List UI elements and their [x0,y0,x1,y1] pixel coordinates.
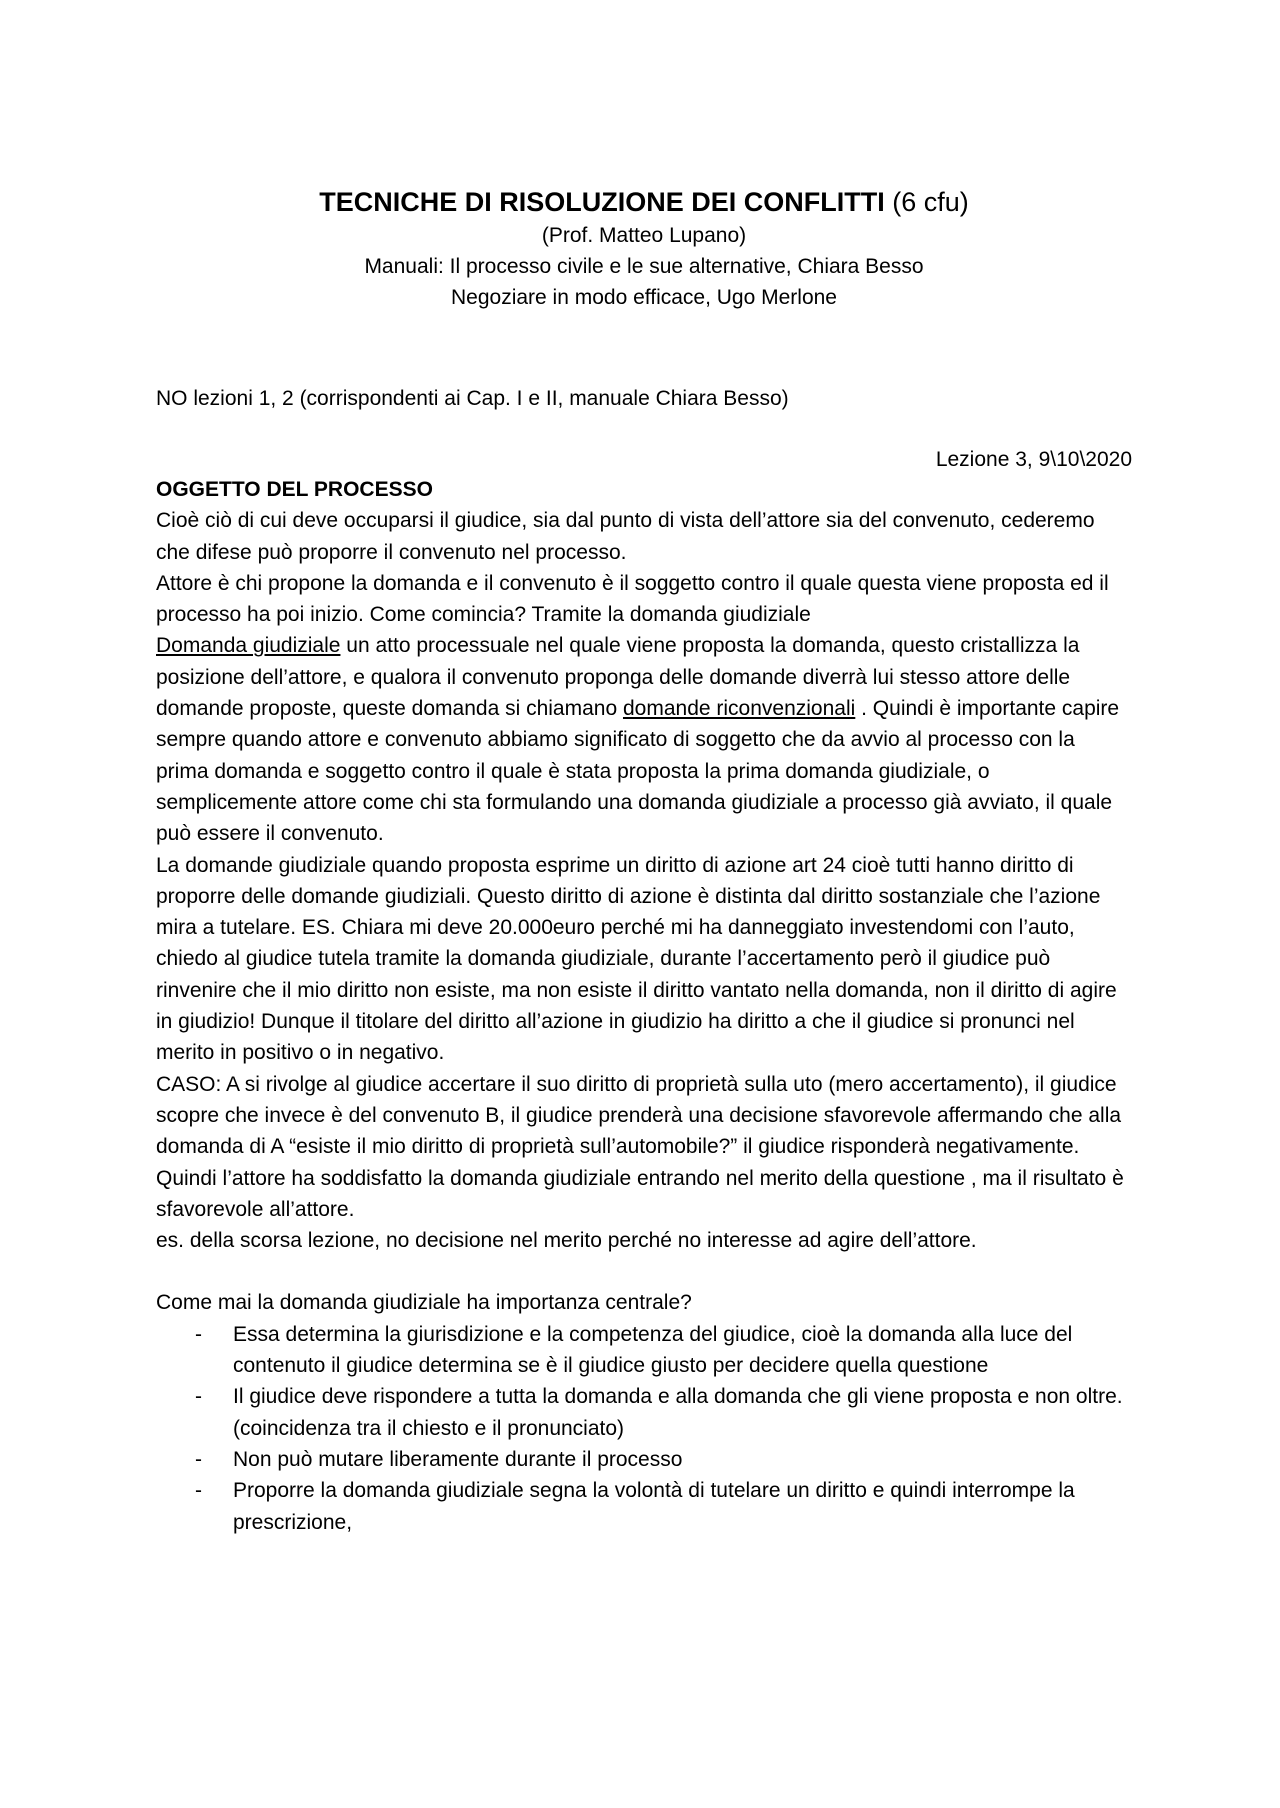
skipped-lessons-note: NO lezioni 1, 2 (corrispondenti ai Cap. I e II, manuale Chiara Besso) [156,387,789,410]
paragraph-3-text-b: . Quindi è importante capire sempre quando attore e convenuto abbiamo significato di soggetto che da avvio al processo con la prima domanda e soggetto contro il quale è stata proposta la prima domanda giudiziale, o semplicemente attore come chi sta formulando una domanda giudiziale a processo già avviato, il quale può essere il convenuto. [156,697,1120,846]
manual-line-2: Negoziare in modo efficace, Ugo Merlone [451,286,837,309]
paragraph-4: La domande giudiziale quando proposta esprime un diritto di azione art 24 cioè tutti hanno diritto di proporre delle domande giudiziali. Questo diritto di azione è distinta dal diritto sostanziale che l’azione mira a tutelare. ES. Chiara mi deve 20.000euro perché mi ha danneggiato investendomi con l’auto, chiedo al giudice tutela tramite la domanda giudiziale, durante l’accertamento però il giudice può rinvenire che il mio diritto non esiste, ma non esiste il diritto vantato nella domanda, non il diritto di agire in giudizio! Dunque il titolare del diritto all’azione in giudizio ha diritto a che il giudice si pronunci nel merito in positivo o in negativo. [156,853,1117,1065]
list-item-text: Essa determina la giurisdizione e la competenza del giudice, cioè la domanda alla luce del contenuto il giudice determina se è il giudice giusto per decidere quella questione [233,1322,1073,1378]
paragraph-3 [156,630,1132,849]
paragraph-1: Cioè ciò di cui deve occuparsi il giudice, sia dal punto di vista dell’attore sia del convenuto, cederemo che difese può proporre il convenuto nel processo. [156,509,1095,564]
manual-line-1: Manuali: Il processo civile e le sue alternative, Chiara Besso [364,255,924,278]
bullet-dash: - [195,1385,202,1409]
list-item [156,1444,1132,1475]
bullet-dash: - [195,1447,202,1471]
professor-line: (Prof. Matteo Lupano) [541,224,747,247]
paragraph-6: es. della scorsa lezione, no decisione nel merito perché no interesse ad agire dell’attore. [156,1229,977,1253]
course-credits: (6 cfu) [892,187,969,217]
title-block [156,184,1132,313]
paragraph-3-text-a: un atto processuale nel quale viene proposta la domanda, questo cristallizza la posizione dell’attore, e qualora il convenuto proponga delle domande diverrà lui stesso attore delle domande proposte, queste domanda si chiamano [156,634,1080,721]
term-domande-riconvenzionali: domande riconvenzionali [622,697,856,721]
list-item [156,1381,1132,1444]
question-line: Come mai la domanda giudiziale ha importanza centrale? [156,1291,692,1315]
paragraph-5: CASO: A si rivolge al giudice accertare il suo diritto di proprietà sulla uto (mero accertamento), il giudice scopre che invece è del convenuto B, il giudice prenderà una decisione sfavorevole affermando che alla domanda di A “esiste il mio diritto di proprietà sull’automobile?” il giudice risponderà negativamente. Quindi l’attore ha soddisfatto la domanda giudiziale entrando nel merito della questione , ma il risultato è sfavorevole all’attore. [156,1072,1124,1221]
course-title: TECNICHE DI RISOLUZIONE DEI CONFLITTI [319,187,885,217]
section-heading: OGGETTO DEL PROCESSO [156,478,433,501]
list-item-text: Proporre la domanda giudiziale segna la volontà di tutelare un diritto e quindi interrompe la prescrizione, [233,1479,1075,1534]
lesson-date: Lezione 3, 9\10\2020 [935,448,1132,471]
bullet-dash: - [195,1322,202,1346]
page-title [156,184,1132,220]
list-item-text: Non può mutare liberamente durante il processo [233,1447,683,1471]
lesson-body [156,474,1132,1538]
list-item [156,1475,1132,1538]
list-item-text: Il giudice deve rispondere a tutta la domanda e alla domanda che gli viene proposta e non oltre. (coincidenza tra il chiesto e il pronunciato) [233,1385,1123,1440]
bullet-dash: - [195,1479,202,1503]
list-item [156,1319,1132,1382]
paragraph-spacer [156,1256,1132,1287]
term-domanda-giudiziale: Domanda giudiziale [156,634,341,658]
bullet-list [156,1319,1132,1538]
paragraph-2: Attore è chi propone la domanda e il convenuto è il soggetto contro il quale questa viene proposta ed il processo ha poi inizio. Come comincia? Tramite la domanda giudiziale [156,571,1109,627]
